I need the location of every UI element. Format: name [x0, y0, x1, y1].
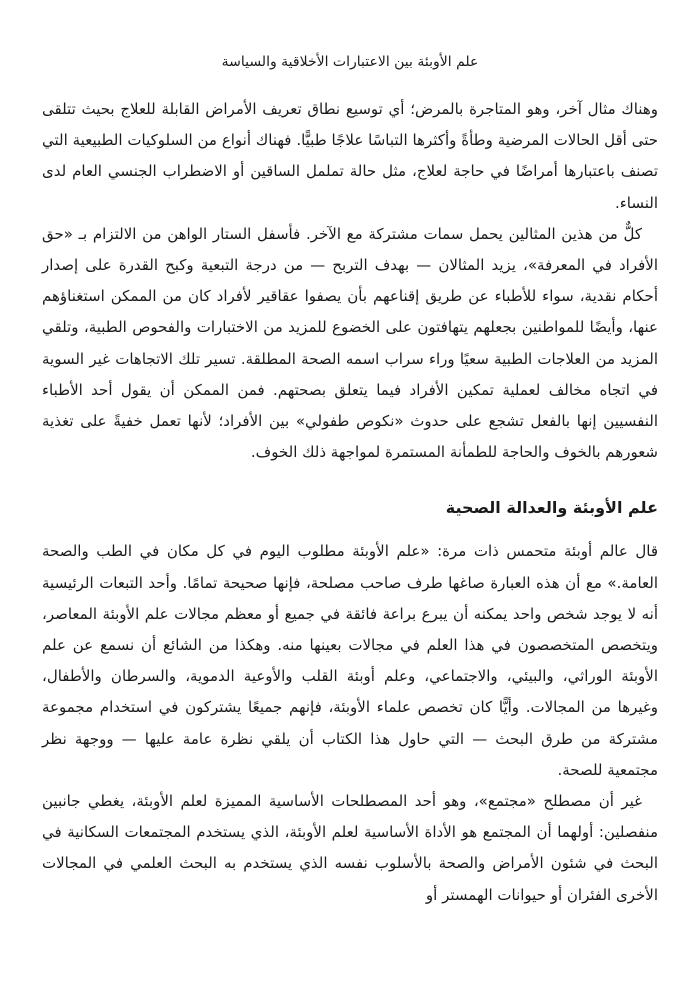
section-heading: علم الأوبئة والعدالة الصحية	[445, 498, 658, 518]
running-header: علم الأوبئة بين الاعتبارات الأخلاقية والسياسة	[221, 54, 479, 70]
paragraph: كلٌّ من هذين المثالين يحمل سمات مشتركة مع الآخر. فأسفل الستار الواهن من الالتزام بـ «حق الأفراد في المعرفة»، يزيد المثالان — بهدف التربح — من درجة التبعية وكبح القدرة على إصدار أحكام نقدية، سواء للأطباء عن طريق إقناعهم بأن يصفوا عقاقير لأفراد كان من الممكن استغناؤهم عنها، وأيضًا للمواطنين بجعلهم يتهافتون على الخضوع للمزيد من الاختبارات والفحوص الطبية، وتلقي المزيد من العلاجات الطبية سعيًا وراء سراب اسمه الصحة المطلقة. تسير تلك الاتجاهات غير السوية في اتجاه مخالف لعملية تمكين الأفراد فيما يتعلق بصحتهم. فمن الممكن أن يقول أحد الأطباء النفسيين إنها بالفعل تشجع على حدوث «نكوص طفولي» بين الأفراد؛ لأنها تعمل خفيةً على تغذية شعورهم بالخوف والحاجة للطمأنة المستمرة لمواجهة ذلك الخوف.	[42, 224, 658, 462]
paragraph: وهناك مثال آخر، وهو المتاجرة بالمرض؛ أي توسيع نطاق تعريف الأمراض القابلة للعلاج بحيث تتلقى حتى أقل الحالات المرضية وطأةً وأكثرها التباسًا علاجًا طبيًّا. فهناك أنواع من السلوكيات الطبيعية التي تصنف باعتبارها أمراضًا في حاجة لعلاج، مثل حالة تململ الساقين أو الاضطراب الجنسي العام لدى النساء.	[42, 100, 658, 212]
paragraph: قال عالم أوبئة متحمس ذات مرة: «علم الأوبئة مطلوب اليوم في كل مكان في الطب والصحة العامة.» مع أن هذه العبارة صاغها طرف صاحب مصلحة، فإنها صحيحة تمامًا. وأحد التبعات الرئيسية أنه لا يوجد شخص واحد يمكنه أن يبرع براعة فائقة في جميع أو معظم مجالات علم الأوبئة المعاصر، ويتخصص المتخصصون في هذا العلم في مجالات بعينها منه. وهكذا من الشائع أن نسمع عن علم الأوبئة الوراثي، والبيئي، والاجتماعي، وعلم أوبئة القلب والأوعية الدموية، والسرطان والأطفال، وغيرها من المجالات. وأيًّا كان تخصص علماء الأوبئة، فإنهم جميعًا يشتركون في استخدام مجموعة مشتركة من طرق البحث — التي حاول هذا الكتاب أن يلقي نظرة عامة عليها — ووجهة نظر مجتمعية للصحة.	[42, 542, 658, 779]
paragraph: غير أن مصطلح «مجتمع»، وهو أحد المصطلحات الأساسية المميزة لعلم الأوبئة، يغطي جانبين منفصلين: أولهما أن المجتمع هو الأداة الأساسية لعلم الأوبئة، الذي يستخدم المجتمعات السكانية في البحث في شئون الأمراض والصحة بالأسلوب نفسه الذي يستخدم به البحث العلمي في المجالات الأخرى الفئران أو حيوانات الهمستر أو	[42, 792, 658, 904]
